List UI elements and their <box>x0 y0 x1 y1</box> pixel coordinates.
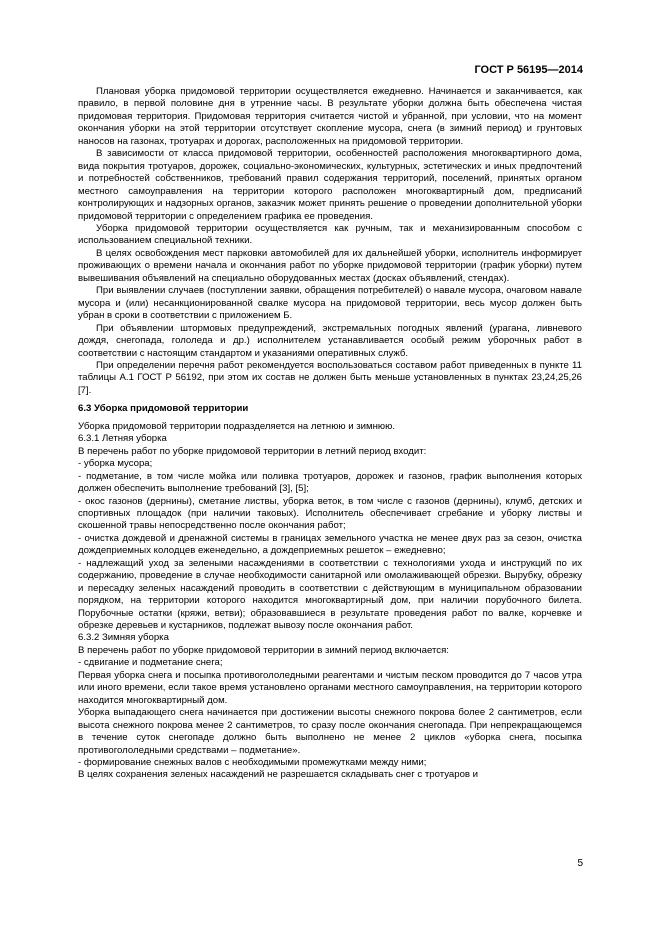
paragraph: В перечень работ по уборке придомовой территории в зимний период включается: <box>78 644 449 656</box>
list-item: - уборка мусора; <box>78 458 153 470</box>
page-number: 5 <box>577 858 583 869</box>
paragraph: В целях освобождения мест парковки автомобилей для их дальнейшей уборки, исполнитель информирует проживающих о времени начала и окончания работ по уборке придомовой территории (график уборки) путем вывешивания объявлений на специально оборудованных местах (досках объявлений, стендах). <box>78 247 582 284</box>
paragraph: В перечень работ по уборке придомовой территории в летний период входит: <box>78 445 427 457</box>
subsection-heading: 6.3.1 Летняя уборка <box>78 433 167 445</box>
paragraph: При объявлении штормовых предупреждений, экстремальных погодных явлений (урагана, ливневого дождя, снегопада, гололеда и др.) исполнителем устанавливается особый режим уборочных работ в соответствии с настоящим стандартом и указаниями оперативных служб. <box>78 322 582 359</box>
list-item: - подметание, в том числе мойка или поливка тротуаров, дорожек и газонов, график выполнения которых должен обеспечить выполнение требований [3], [5]; <box>78 470 582 495</box>
document-header: ГОСТ Р 56195—2014 <box>474 64 583 76</box>
paragraph: При выявлении случаев (поступлении заявки, обращения потребителей) о навале мусора, очаговом навале мусора и (или) несанкционированной свалке мусора на придомовой территории, весь мусор должен быть убран в сроки в соответствии с приложением Б. <box>78 285 582 322</box>
paragraph: Уборка выпадающего снега начинается при достижении высоты снежного покрова более 2 сантиметров, если высота снежного покрова менее 2 сантиметров, то сразу после окончания снегопада. При непрекращающемся в течение суток снегопаде должно быть выполнено не менее 2 циклов «уборка снега, посыпка противогололедными средствами – подметание». <box>78 707 582 756</box>
subsection-heading: 6.3.2 Зимняя уборка <box>78 632 169 644</box>
paragraph: В зависимости от класса придомовой территории, особенностей расположения многоквартирного дома, вида покрытия тротуаров, дорожек, социально-экономических, культурных, эстетических и иных предпочтений и потребностей собственников, требований правил содержания территорий, поселений, принятых органом местного самоуправления на территории которого расположен многоквартирный дом, предписаний контролирующих и надзорных органов, заказчик может принять решение о проведении дополнительной уборки придомовой территории с определением графика ее проведения. <box>78 148 582 222</box>
list-item: - окос газонов (дернины), сметание листвы, уборка веток, в том числе с газонов (дернины), клумб, детских и спортивных площадок (при наличии таковых). Исполнитель обеспечивает сгребание и уборку листвы и скошенной травы непосредственно после окончания работ; <box>78 495 582 532</box>
paragraph: Первая уборка снега и посыпка противогололедными реагентами и чистым песком проводится до 7 часов утра или иного времени, если такое время установлено органами местного самоуправления, на территории которого находится многоквартирный дом. <box>78 669 582 706</box>
paragraph: Уборка придомовой территории осуществляется как ручным, так и механизированным способом с использованием специальной техники. <box>78 222 582 247</box>
list-item: - формирование снежных валов с необходимыми промежутками между ними; <box>78 757 427 769</box>
list-item: - очистка дождевой и дренажной системы в границах земельного участка не менее двух раз за сезон, очистка дождеприемных колодцев еженедельно, а дождеприемных решеток – ежедневно; <box>78 532 582 557</box>
paragraph: Плановая уборка придомовой территории осуществляется ежедневно. Начинается и заканчивается, как правило, в первой половине дня в утренние часы. В результате уборки должна быть обеспечена чистая придомовая территория. Придомовая территория считается чистой и убранной, при условии, что на момент окончания уборки на этой территории отсутствует скопление мусора, снега (в зимний период) и грунтовых наносов на газонах, тротуарах и дорогах, расположенных на придомовой территории. <box>78 86 582 147</box>
list-item: - надлежащий уход за зелеными насаждениями в соответствии с технологиями ухода и инструкций по их содержанию, проведение в случае необходимости санитарной или омолаживающей обрезки. Вырубку, обрезку и пересадку зеленых насаждений проводить в соответствии с действующим в муниципальном образовании порядком, на территории которого находится многоквартирный дом, при наличии порубочного билета. Порубочные остатки (кряжи, ветви); образовавшиеся в результате проведения работ по валке, корчевке и обрезке деревьев и кустарников, подлежат вывозу после окончания работ. <box>78 557 582 632</box>
section-heading: 6.3 Уборка придомовой территории <box>78 403 249 415</box>
paragraph: Уборка придомовой территории подразделяется на летнюю и зимнюю. <box>78 420 395 432</box>
list-item: - сдвигание и подметание снега; <box>78 657 223 669</box>
paragraph: При определении перечня работ рекомендуется воспользоваться составом работ приведенных в пункте 11 таблицы А.1 ГОСТ Р 56192, при этом их состав не должен быть меньше установленных в пунктах 23,24,25,26 [7]. <box>78 359 582 396</box>
paragraph: В целях сохранения зеленых насаждений не разрешается складывать снег с тротуаров и <box>78 769 479 781</box>
document-body <box>78 86 582 782</box>
